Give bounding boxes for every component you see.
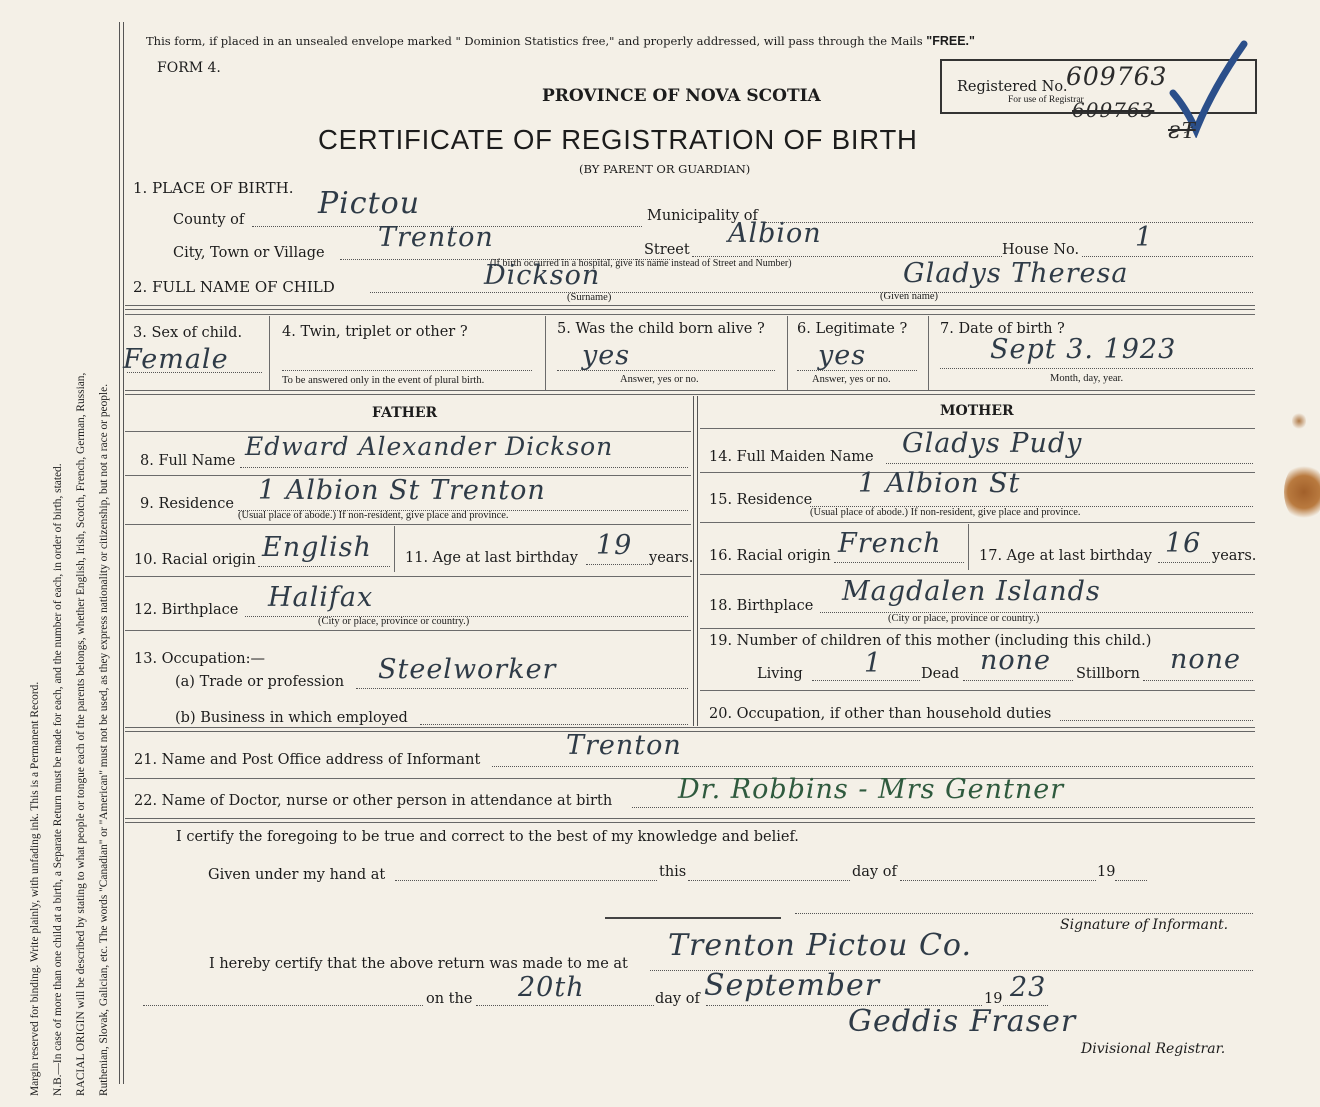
- attendant-label: 22. Name of Doctor, nurse or other person in attendance at birth: [134, 793, 613, 809]
- father-birthplace-note: (City or place, province or country.): [318, 616, 470, 627]
- parents-center-divider: [693, 396, 698, 726]
- mother-birthplace-label: 18. Birthplace: [709, 598, 814, 614]
- signature-informant-label: Signature of Informant.: [1060, 917, 1229, 933]
- postal-note: [146, 34, 975, 48]
- registered-number: 609763: [1066, 62, 1168, 91]
- mother-birthplace-value: Magdalen Islands: [842, 576, 1101, 607]
- street-label: Street: [644, 242, 690, 258]
- father-residence-value: 1 Albion St Trenton: [258, 475, 546, 506]
- dob-note: Month, day, year.: [1050, 373, 1124, 384]
- row3-top-rule: [125, 314, 1255, 315]
- alive-note: Answer, yes or no.: [620, 374, 699, 385]
- mother-residence-value: 1 Albion St: [858, 468, 1021, 499]
- child-name-line: [370, 292, 1253, 293]
- mother-occupation-line: [1060, 720, 1253, 721]
- mother-name-line: [886, 463, 1253, 464]
- father-name-value: Edward Alexander Dickson: [245, 432, 614, 461]
- stillborn-value: none: [1170, 644, 1242, 675]
- father-years-label: years.: [649, 550, 694, 566]
- margin-line-2: N.B.—In case of more than one child at a birth, a Separate Return must be made for each, and the number of each, in order of birth, stated.: [52, 463, 64, 1096]
- mother-heading: MOTHER: [940, 403, 1014, 419]
- alive-value: yes: [582, 340, 631, 371]
- postal-note-text: This form, if placed in an unsealed envelope marked " Dominion Statistics free," and properly addressed, will pass through the Mails: [146, 34, 927, 48]
- on-the-label: on the: [426, 991, 473, 1007]
- informant-label: 21. Name and Post Office address of Informant: [134, 752, 481, 768]
- registrar-month-value: September: [704, 968, 881, 1003]
- dob-line: [940, 368, 1253, 369]
- father-age-value: 19: [596, 530, 633, 561]
- place-of-birth-label: 1. PLACE OF BIRTH.: [133, 179, 294, 197]
- father-residence-note: (Usual place of abode.) If non-resident, give place and province.: [238, 510, 509, 521]
- margin-line-1: Margin reserved for binding. Write plainly, with unfading ink. This is a Permanent Record.: [29, 681, 41, 1096]
- mother-row16-divider: [968, 524, 969, 570]
- father-heading: FATHER: [372, 405, 438, 421]
- informant-line: [492, 766, 1253, 767]
- margin-instructions: [24, 36, 116, 1096]
- mother-racial-value: French: [838, 528, 942, 559]
- mother-row18-rule: [700, 628, 1255, 629]
- mother-occupation-label: 20. Occupation, if other than household duties: [709, 706, 1052, 722]
- twin-line: [282, 370, 532, 371]
- row3-divider-1: [269, 316, 270, 390]
- dob-value: Sept 3. 1923: [990, 334, 1177, 365]
- house-line: [1082, 256, 1253, 257]
- living-label: Living: [757, 666, 803, 682]
- father-row10-divider: [394, 526, 395, 572]
- living-line: [812, 680, 920, 681]
- father-business-line: [420, 724, 688, 725]
- registrar-year-value: 23: [1010, 972, 1047, 1003]
- city-value: Trenton: [378, 222, 494, 253]
- registered-label: Registered No.: [957, 79, 1068, 95]
- legitimate-note: Answer, yes or no.: [812, 374, 891, 385]
- mother-birthplace-note: (City or place, province or country.): [888, 613, 1040, 624]
- rule-before-parents: [125, 390, 1255, 395]
- row3-divider-3: [787, 316, 788, 390]
- mother-row16-rule: [700, 574, 1255, 575]
- mother-name-label: 14. Full Maiden Name: [709, 449, 874, 465]
- registrar-year-prefix: 19: [984, 991, 1003, 1007]
- city-label: City, Town or Village: [173, 245, 325, 261]
- father-business-label: (b) Business in which employed: [175, 710, 408, 726]
- mother-age-line: [1158, 562, 1210, 563]
- day-of-label: day of: [852, 864, 897, 880]
- dead-value: none: [980, 645, 1052, 676]
- father-racial-value: English: [262, 532, 372, 563]
- living-value: 1: [864, 648, 883, 679]
- year-line: [1115, 880, 1147, 881]
- margin-border: [119, 22, 124, 1084]
- father-birthplace-label: 12. Birthplace: [134, 602, 239, 618]
- rule-after-attendant: [125, 818, 1255, 823]
- margin-line-3: RACIAL ORIGIN will be described by stating to what people or tongue each of the parents belongs, whether English, Irish, Scotch, French, German, Russian,: [75, 372, 87, 1096]
- on-the-line: [476, 1005, 654, 1006]
- father-row9-rule: [125, 524, 691, 525]
- father-trade-value: Steelworker: [378, 654, 557, 685]
- father-name-label: 8. Full Name: [140, 453, 236, 469]
- father-trade-line: [356, 688, 688, 689]
- row3-divider-4: [928, 316, 929, 390]
- certificate-subtitle: (BY PARENT OR GUARDIAN): [579, 162, 751, 176]
- struck-mark: ƨ₮: [1168, 116, 1196, 144]
- registrar-signature: Geddis Fraser: [848, 1004, 1077, 1039]
- rule-after-parents: [125, 727, 1255, 732]
- paper-stain-small: [1292, 412, 1306, 430]
- this-line: [688, 880, 850, 881]
- form-number: FORM 4.: [157, 60, 221, 76]
- father-racial-line: [258, 566, 390, 567]
- house-label: House No.: [1002, 242, 1080, 258]
- row3-divider-2: [545, 316, 546, 390]
- father-name-line: [240, 467, 688, 468]
- child-given-name: Gladys Theresa: [903, 258, 1129, 289]
- mother-residence-label: 15. Residence: [709, 492, 813, 508]
- paper-stain: [1284, 462, 1320, 522]
- day-of-line: [900, 880, 1096, 881]
- twin-label: 4. Twin, triplet or other ?: [282, 324, 468, 340]
- child-surname: Dickson: [484, 260, 601, 291]
- registrar-use-note: For use of Registrar: [1008, 95, 1084, 105]
- mother-name-value: Gladys Pudy: [902, 428, 1083, 459]
- father-trade-label: (a) Trade or profession: [175, 674, 345, 690]
- mother-years-label: years.: [1212, 548, 1257, 564]
- county-label: County of: [173, 212, 245, 228]
- street-value: Albion: [728, 218, 822, 249]
- given-name-note: (Given name): [880, 291, 939, 302]
- attendant-value: Dr. Robbins - Mrs Gentner: [678, 774, 1065, 805]
- struck-number: 609763: [1072, 98, 1155, 122]
- county-value: Pictou: [318, 186, 421, 221]
- father-birthplace-value: Halifax: [268, 582, 374, 613]
- given-under-label: Given under my hand at: [208, 867, 386, 883]
- mother-row19-rule: [700, 690, 1255, 691]
- registrar-day-value: 20th: [518, 972, 585, 1003]
- registrar-day-of-label: day of: [655, 991, 700, 1007]
- father-racial-label: 10. Racial origin: [134, 552, 256, 568]
- mother-age-value: 16: [1165, 528, 1202, 559]
- certify-statement: I certify the foregoing to be true and correct to the best of my knowledge and belief.: [176, 829, 799, 845]
- legitimate-label: 6. Legitimate ?: [797, 321, 908, 337]
- legitimate-value: yes: [818, 340, 867, 371]
- mother-residence-note: (Usual place of abode.) If non-resident, give place and province.: [810, 507, 1081, 518]
- signature-short-rule: [605, 917, 781, 919]
- child-name-label: 2. FULL NAME OF CHILD: [133, 278, 335, 296]
- signature-line: [795, 913, 1253, 914]
- mother-age-label: 17. Age at last birthday: [979, 548, 1152, 564]
- province-heading: PROVINCE OF NOVA SCOTIA: [542, 86, 821, 106]
- surname-note: (Surname): [567, 292, 612, 303]
- sex-label: 3. Sex of child.: [133, 325, 243, 341]
- mother-racial-label: 16. Racial origin: [709, 548, 831, 564]
- dead-label: Dead: [921, 666, 960, 682]
- father-age-label: 11. Age at last birthday: [405, 550, 578, 566]
- dob-label: 7. Date of birth ?: [940, 321, 1065, 337]
- stillborn-label: Stillborn: [1076, 666, 1140, 682]
- registrar-blank-line: [143, 1005, 423, 1006]
- registrar-statement: I hereby certify that the above return was made to me at: [209, 956, 628, 972]
- mother-racial-line: [834, 562, 964, 563]
- registrar-place-value: Trenton Pictou Co.: [668, 928, 972, 963]
- sex-value: Female: [123, 344, 229, 375]
- postal-note-free: "FREE.": [926, 34, 975, 48]
- father-row12-rule: [125, 630, 691, 631]
- informant-value: Trenton: [566, 730, 682, 761]
- father-occupation-label: 13. Occupation:—: [134, 651, 265, 667]
- father-age-line: [586, 564, 648, 565]
- father-residence-label: 9. Residence: [140, 496, 234, 512]
- twin-note: To be answered only in the event of plural birth.: [282, 375, 485, 386]
- given-place-line: [395, 880, 657, 881]
- rule-after-name: [125, 305, 1255, 310]
- year-prefix-label: 19: [1097, 864, 1116, 880]
- municipality-label: Municipality of: [647, 208, 758, 224]
- alive-label: 5. Was the child born alive ?: [557, 321, 765, 337]
- hospital-note: (If birth occurred in a hospital, give its name instead of Street and Number): [490, 258, 792, 269]
- attendant-line: [632, 807, 1253, 808]
- house-value: 1: [1135, 222, 1154, 253]
- divisional-registrar-label: Divisional Registrar.: [1081, 1041, 1226, 1057]
- stillborn-line: [1143, 680, 1253, 681]
- this-label: this: [659, 864, 687, 880]
- municipality-line: [765, 222, 1253, 223]
- certificate-title: CERTIFICATE OF REGISTRATION OF BIRTH: [318, 124, 918, 155]
- margin-line-4: Ruthenian, Slovak, Galician, etc. The words "Canadian" or "American" must not be used, as they express nationality or citizenship, but not a race or people.: [98, 383, 110, 1096]
- street-line: [692, 256, 1002, 257]
- mother-children-label: 19. Number of children of this mother (including this child.): [709, 633, 1152, 649]
- dead-line: [963, 680, 1073, 681]
- father-row10-rule: [125, 576, 691, 577]
- mother-row15-rule: [700, 522, 1255, 523]
